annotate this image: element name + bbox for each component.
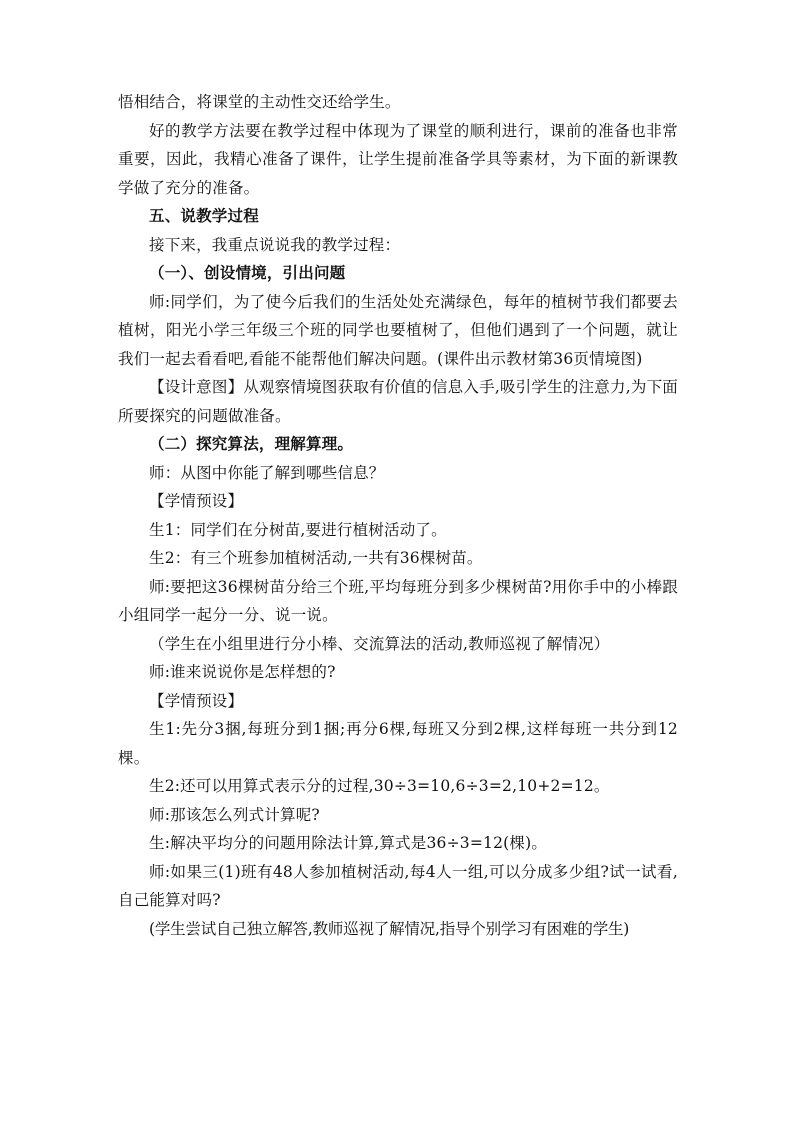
document-body	[118, 88, 678, 943]
paragraph-activity-note-1: （学生在小组里进行分小棒、交流算法的活动,教师巡视了解情况）	[149, 634, 610, 653]
paragraph-design-intent: 【设计意图】从观察情境图获取有价值的信息入手,吸引学生的注意力,为下面所要探究的问题做准备。	[118, 378, 678, 425]
paragraph-teaching-method: 好的教学方法要在教学过程中体现为了课堂的顺利进行，课前的准备也非常重要，因此，我精心准备了课件，让学生提前准备学具等素材，为下面的新课教学做了充分的准备。	[118, 121, 678, 197]
paragraph-activity-note-2: (学生尝试自己独立解答,教师巡视了解情况,指导个别学习有困难的学生)	[149, 919, 630, 938]
subheading-explore-algorithm: （二）探究算法，理解算理。	[149, 434, 354, 453]
paragraph-student-division: 生:解决平均分的问题用除法计算,算式是36÷3=12(棵)。	[149, 834, 548, 852]
paragraph-student-2: 生2：有三个班参加植树活动,一共有36棵树苗。	[149, 549, 483, 567]
paragraph-teacher-who-explains: 师:谁来说说你是怎样想的?	[149, 663, 336, 681]
paragraph-process-intro: 接下来，我重点说说我的教学过程：	[149, 235, 401, 254]
paragraph-teacher-how-calculate: 师:那该怎么列式计算呢?	[149, 805, 320, 824]
paragraph-intro-continuation: 悟相结合，将课堂的主动性交还给学生。	[118, 93, 401, 111]
paragraph-learning-preset-2: 【学情预设】	[149, 691, 244, 710]
section-heading-teaching-process: 五、说教学过程	[149, 206, 259, 225]
paragraph-student-2-answer: 生2:还可以用算式表示分的过程,30÷3=10,6÷3=2,10+2=12。	[149, 777, 610, 795]
paragraph-student-1: 生1：同学们在分树苗,要进行植树活动了。	[149, 520, 447, 539]
paragraph-teacher-try: 师:如果三(1)班有48人参加植树活动,每4人一组,可以分成多少组?试一试看,自己能算对吗?	[118, 862, 678, 909]
paragraph-teacher-divide: 师:要把这36棵树苗分给三个班,平均每班分到多少棵树苗?用你手中的小棒跟小组同学一起分一分、说一说。	[118, 577, 678, 624]
paragraph-teacher-intro: 师:同学们，为了使今后我们的生活处处充满绿色，每年的植树节我们都要去植树，阳光小学三年级三个班的同学也要植树了，但他们遇到了一个问题，就让我们一起去看看吧,看能不能帮他们解决问题。(课件出示教材第36页情境图)	[118, 292, 678, 368]
paragraph-teacher-question-info: 师：从图中你能了解到哪些信息？	[149, 463, 385, 482]
subheading-create-situation: （一）、创设情境，引出问题	[149, 263, 346, 282]
paragraph-learning-preset-1: 【学情预设】	[149, 492, 244, 510]
paragraph-student-1-answer: 生1:先分3捆,每班分到1捆;再分6棵,每班又分到2棵,这样每班一共分到12棵。	[118, 720, 678, 767]
